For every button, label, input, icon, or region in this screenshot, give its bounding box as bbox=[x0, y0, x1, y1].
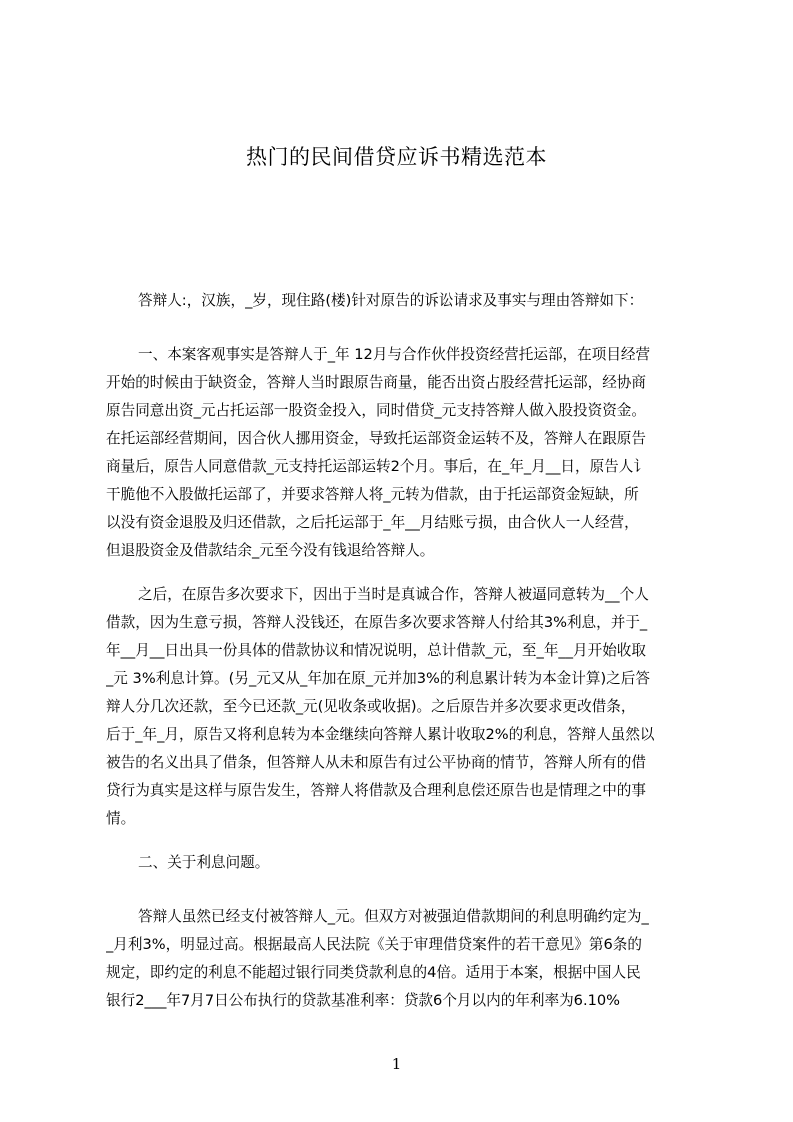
paragraph-line: 被告的名义出具了借条，但答辩人从未和原告有过公平协商的情节，答辩人所有的借 bbox=[106, 754, 646, 771]
paragraph-line: 规定，即约定的利息不能超过银行同类贷款利息的4倍。适用于本案，根据中国人民 bbox=[106, 964, 641, 981]
paragraph-line: 在托运部经营期间，因合伙人挪用资金，导致托运部资金运转不及，答辩人在跟原告 bbox=[106, 430, 646, 447]
paragraph-line: 贷行为真实是这样与原告发生，答辩人将借款及合理利息偿还原告也是情理之中的事 bbox=[106, 782, 646, 799]
paragraph-line: 借款，因为生意亏损，答辩人没钱还，在原告多次要求答辩人付给其3%利息，并于_ bbox=[106, 614, 648, 631]
paragraph-line: 原告同意出资_元占托运部一股资金投入，同时借贷_元支持答辩人做入股投资资金。 bbox=[106, 402, 646, 419]
paragraph-line: 商量后，原告人同意借款_元支持托运部运转2个月。事后，在_年_月__日，原告人讠 bbox=[106, 458, 648, 475]
paragraph-line: 情。 bbox=[106, 810, 136, 827]
paragraph-line: _月利3%，明显过高。根据最高人民法院《关于审理借贷案件的若干意见》第6条的 bbox=[106, 936, 642, 953]
paragraph-line: 以没有资金退股及归还借款，之后托运部于_年__月结账亏损，由合伙人一人经营， bbox=[106, 514, 639, 531]
paragraph-line: _元 3%利息计算。(另_元又从_年加在原_元并加3%的利息累计转为本金计算)之后答 bbox=[106, 670, 650, 687]
paragraph-line: 银行2___年7月7日公布执行的贷款基准利率：贷款6个月以内的年利率为6.10% bbox=[106, 992, 621, 1009]
paragraph-line: 后于_年_月，原告又将利息转为本金继续向答辩人累计收取2%的利息，答辩人虽然以 bbox=[106, 726, 655, 743]
paragraph-line: 开始的时候由于缺资金，答辩人当时跟原告商量，能否出资占股经营托运部，经协商 bbox=[106, 374, 646, 391]
page-number: 1 bbox=[391, 1055, 402, 1073]
paragraph-line: 干脆他不入股做托运部了，并要求答辩人将_元转为借款，由于托运部资金短缺，所 bbox=[106, 486, 639, 503]
paragraph-line: 答辩人虽然已经支付被答辩人_元。但双方对被强迫借款期间的利息明确约定为_ bbox=[138, 908, 649, 925]
paragraph-line: 之后，在原告多次要求下，因出于当时是真诚合作，答辩人被逼同意转为__个人 bbox=[138, 586, 649, 603]
paragraph-line: 辩人分几次还款，至今已还款_元(见收条或收据)。之后原告并多次要求更改借条， bbox=[106, 698, 636, 715]
document-title: 热门的民间借贷应诉书精选范本 bbox=[246, 145, 547, 169]
section-heading-interest: 二、关于利息问题。 bbox=[138, 854, 270, 871]
paragraph-line: 一、本案客观事实是答辩人于_年 12月与合作伙伴投资经营托运部，在项目经营 bbox=[138, 346, 651, 363]
paragraph-line: 年__月__日出具一份具体的借款协议和情况说明，总计借款_元，至_年__月开始收取 bbox=[106, 642, 646, 659]
paragraph-line: 但退股资金及借款结余_元至今没有钱退给答辩人。 bbox=[106, 542, 435, 559]
intro-paragraph: 答辩人:，汉族，_岁，现住路(楼)针对原告的诉讼请求及事实与理由答辩如下： bbox=[138, 292, 644, 309]
